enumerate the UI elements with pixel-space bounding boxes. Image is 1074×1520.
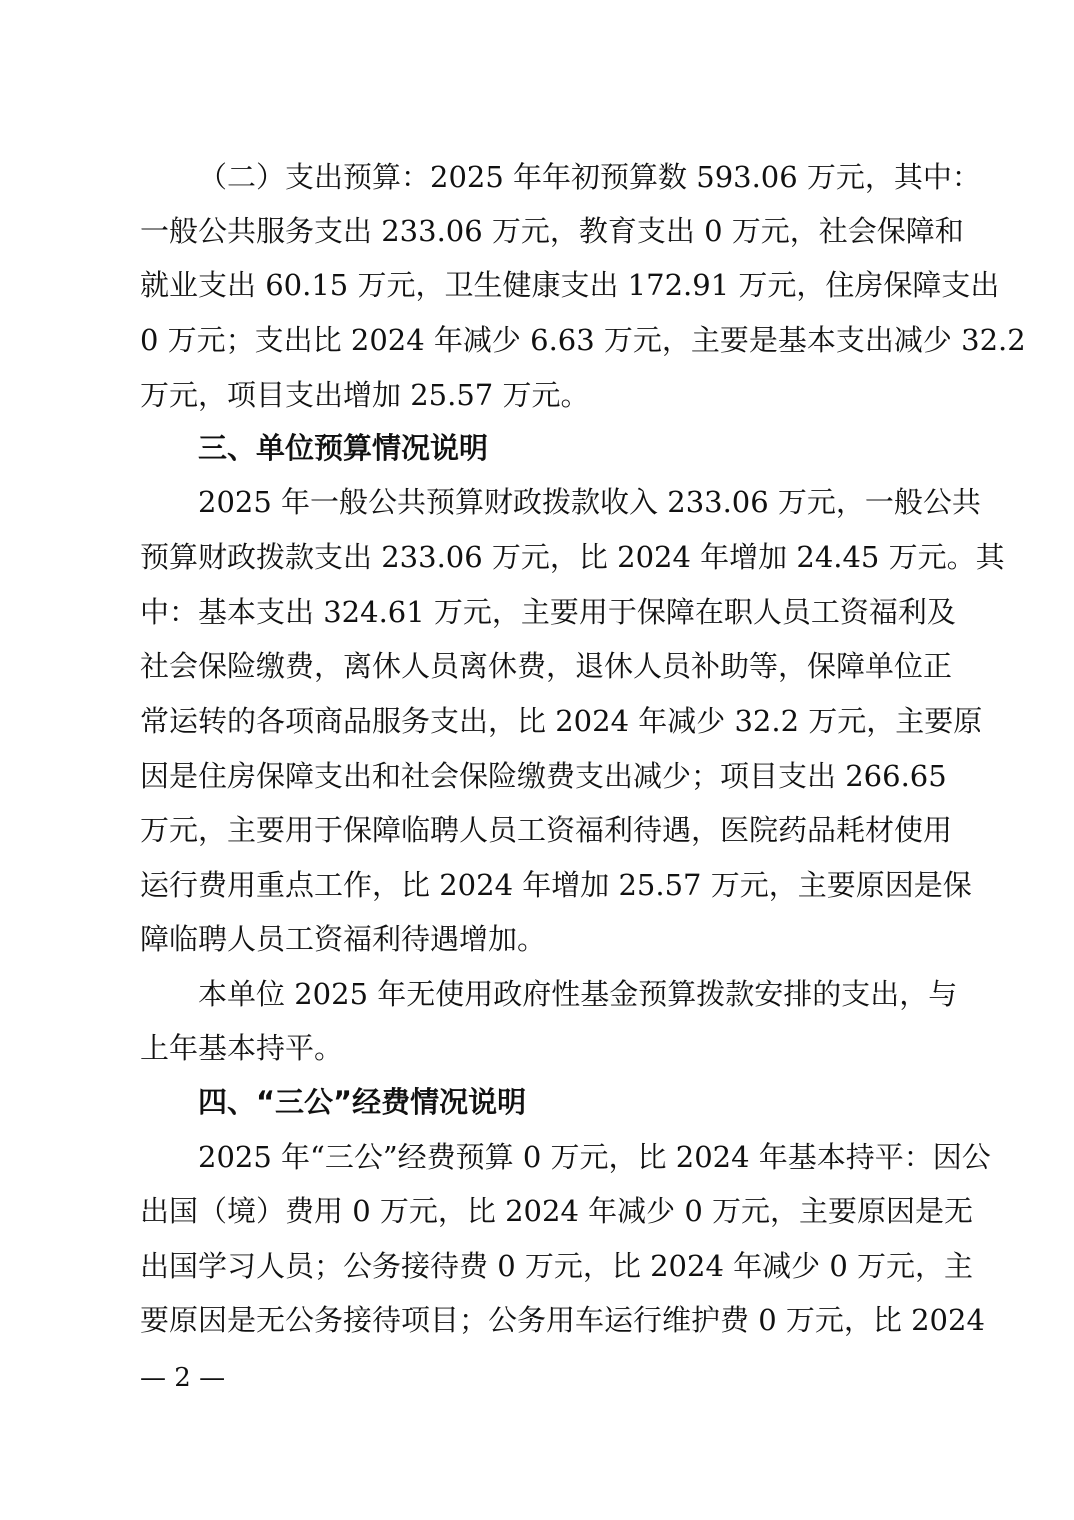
paragraph-line: 出国（境）费用 0 万元，比 2024 年减少 0 万元，主要原因是无 bbox=[140, 1194, 974, 1228]
paragraph-line: 就业支出 60.15 万元，卫生健康支出 172.91 万元，住房保障支出 bbox=[140, 268, 1000, 302]
paragraph-line: 2025 年“三公”经费预算 0 万元，比 2024 年基本持平：因公 bbox=[198, 1140, 991, 1174]
paragraph-line: 因是住房保障支出和社会保险缴费支出减少；项目支出 266.65 bbox=[140, 759, 947, 793]
paragraph-line: 本单位 2025 年无使用政府性基金预算拨款安排的支出，与 bbox=[198, 977, 958, 1011]
paragraph-line: 中：基本支出 324.61 万元，主要用于保障在职人员工资福利及 bbox=[140, 595, 956, 629]
page-number: — 2 — bbox=[140, 1363, 226, 1393]
paragraph-line: （二）支出预算：2025 年年初预算数 593.06 万元，其中： bbox=[198, 160, 981, 194]
paragraph-line: 运行费用重点工作，比 2024 年增加 25.57 万元，主要原因是保 bbox=[140, 868, 972, 902]
section-heading: 四、“三公”经费情况说明 bbox=[198, 1085, 527, 1119]
paragraph-line: 常运转的各项商品服务支出，比 2024 年减少 32.2 万元，主要原 bbox=[140, 704, 983, 738]
paragraph-line: 障临聘人员工资福利待遇增加。 bbox=[140, 922, 547, 956]
paragraph-line: 万元，主要用于保障临聘人员工资福利待遇，医院药品耗材使用 bbox=[140, 813, 953, 847]
paragraph-line: 一般公共服务支出 233.06 万元，教育支出 0 万元，社会保障和 bbox=[140, 214, 964, 248]
paragraph-line: 要原因是无公务接待项目；公务用车运行维护费 0 万元，比 2024 bbox=[140, 1303, 985, 1337]
paragraph-line: 预算财政拨款支出 233.06 万元，比 2024 年增加 24.45 万元。其 bbox=[140, 540, 1005, 574]
paragraph-line: 社会保险缴费，离休人员离休费，退休人员补助等，保障单位正 bbox=[140, 649, 953, 683]
paragraph-line: 上年基本持平。 bbox=[140, 1031, 344, 1065]
paragraph-line: 出国学习人员；公务接待费 0 万元，比 2024 年减少 0 万元，主 bbox=[140, 1249, 974, 1283]
paragraph-line: 0 万元；支出比 2024 年减少 6.63 万元，主要是基本支出减少 32.2 bbox=[140, 323, 1026, 357]
section-heading: 三、单位预算情况说明 bbox=[198, 431, 489, 465]
paragraph-line: 2025 年一般公共预算财政拨款收入 233.06 万元，一般公共 bbox=[198, 485, 981, 519]
paragraph-line: 万元，项目支出增加 25.57 万元。 bbox=[140, 378, 590, 412]
